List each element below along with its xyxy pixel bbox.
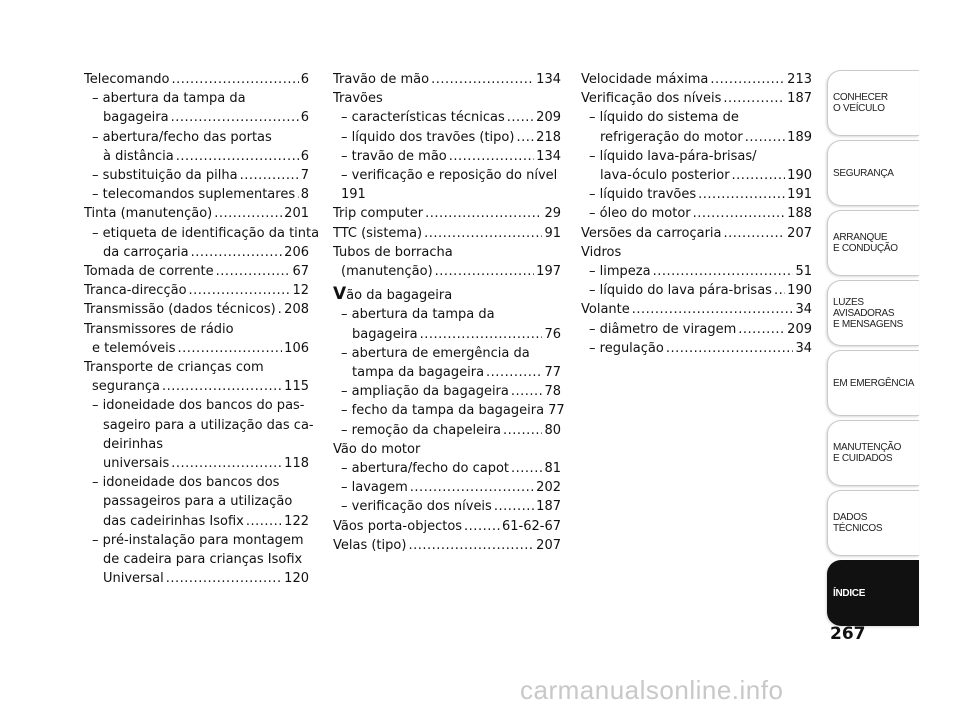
index-entry [84,512,309,531]
entry-page: 208 [284,302,309,318]
entry-page: 34 [795,340,812,356]
index-entry [581,89,812,108]
dot-leader [297,185,299,204]
entry-page: 6 [300,148,309,164]
dot-leader [738,320,785,339]
entry-page: 77 [548,403,565,419]
dot-leader [724,224,786,243]
entry-text: bagageira [352,326,418,342]
index-entry [84,185,309,204]
dot-leader [486,363,542,382]
entry-text: tampa da bagageira [352,365,485,381]
dot-leader [732,166,786,185]
index-entry [333,497,561,516]
dot-leader [745,128,785,147]
dot-leader [632,300,794,319]
tab-label: CONHECER O VEÍCULO [833,92,888,114]
dot-leader [698,185,785,204]
entry-text: bagageira [103,110,169,126]
index-entry [581,166,812,185]
index-entry [84,108,309,127]
index-entry: – líquido lava-pára-brisas/ [589,148,757,164]
dot-leader [166,569,282,588]
index-entry [333,382,561,401]
entry-text: – remoção da chapeleira [341,422,501,438]
index-entry [333,536,561,555]
entry-text: – telecomandos suplementares [92,187,296,203]
tab-5[interactable] [827,420,919,486]
entry-text: Travão de mão [333,72,430,87]
dot-leader [710,70,785,89]
entry-page: 76 [544,326,561,342]
dot-leader [410,478,534,497]
entry-page: 187 [787,91,812,107]
index-entry [84,569,309,588]
dot-leader [420,325,543,344]
entry-page: 207 [536,537,561,553]
entry-page: 81 [544,461,561,477]
entry-text: – líquido travões [589,187,697,203]
entry-text: TTC (sistema) [333,225,423,241]
dot-leader [176,147,299,166]
dot-leader [408,536,534,555]
dot-leader [424,224,542,243]
entry-text: – abertura/fecho do capot [341,461,510,477]
index-entry [581,320,812,339]
entry-page: 122 [284,513,309,529]
dot-leader [189,281,291,300]
index-entry: Transmissores de rádio [84,321,234,337]
entry-text: Velas (tipo) [333,537,407,553]
entry-page: 191 [787,187,812,203]
entry-page: 213 [787,72,812,87]
index-entry [333,325,561,344]
entry-text: – regulação [589,340,664,356]
entry-text: Trip computer [333,206,424,222]
entry-page: 6 [300,110,309,126]
index-entry [333,70,561,89]
entry-page: 115 [284,379,309,395]
entry-page: 67 [292,264,309,280]
index-entry [333,204,561,223]
entry-page: 134 [536,72,561,87]
index-entry: Tubos de borracha [333,244,453,260]
entry-text: e telemóveis [92,340,176,356]
entry-page: 34 [795,302,812,318]
index-entry: – abertura de emergência da [341,345,530,361]
index-entry [84,454,309,473]
dot-leader [425,204,542,223]
dot-leader [774,281,785,300]
entry-text: – características técnicas [341,110,505,126]
dot-leader [449,147,534,166]
entry-page: 118 [284,456,309,472]
dot-leader [507,108,534,127]
index-entry [333,421,561,440]
entry-page: 8 [300,187,309,203]
entry-page: 197 [536,264,561,280]
entry-page: 61-62-67 [501,518,561,534]
entry-text: Transmissão (dados técnicos) [84,302,276,318]
index-column-1 [84,70,320,588]
index-entry: – abertura/fecho das portas [92,129,272,145]
tab-7[interactable] [827,560,919,626]
entry-text: lava-óculo posterior [600,168,730,184]
entry-page: 6 [300,72,309,87]
tab-label: MANUTENÇÃO E CUIDADOS [833,442,902,464]
index-entry [333,224,561,243]
index-entry [84,377,309,396]
index-entry: – pré-instalação para montagem [92,532,304,548]
entry-text: – travão de mão [341,148,447,164]
index-entry [581,185,812,204]
tab-label: EM EMERGÊNCIA [833,377,915,389]
index-entry: – idoneidade dos bancos do pas- [92,398,305,414]
entry-page: 7 [300,168,309,184]
tab-2[interactable] [827,210,919,276]
entry-text: universais [103,456,170,472]
index-entry: passageiros para a utilização [103,494,293,510]
entry-page: 190 [787,283,812,299]
page-number: 267 [830,624,866,644]
dot-leader [214,204,282,223]
entry-text: Versões da carroçaria [581,225,722,241]
entry-page: 106 [284,340,309,356]
index-entry [84,166,309,185]
entry-page: 201 [284,206,309,222]
entry-text: – lavagem [341,480,408,496]
index-entry: – verificação e reposição do nível [341,168,558,184]
index-entry [581,300,812,319]
tab-label: SEGURANÇA [833,167,894,179]
entry-page: 206 [284,244,309,260]
watermark: carmanualsonline.info [520,675,784,705]
index-entry: Vão do motor [333,441,421,457]
index-entry: – abertura da tampa da [92,91,246,107]
dot-leader [693,204,786,223]
entry-text: Tranca-direcção [84,283,187,299]
entry-page: 80 [544,422,561,438]
entry-page: 12 [292,283,309,299]
index-entry [333,363,561,382]
index-entry [333,262,561,281]
entry-page: 77 [544,365,561,381]
entry-text: Velocidade máxima [581,72,709,87]
entry-page: 209 [787,321,812,337]
entry-text: Verificação dos níveis [581,91,722,107]
entry-page: 209 [536,110,561,126]
dot-leader [511,382,543,401]
dot-leader [278,300,283,319]
dot-leader [464,517,500,536]
entry-text: – verificação dos níveis [341,499,492,515]
index-entry [581,128,812,147]
index-entry [581,339,812,358]
entry-text: – líquido dos travões (tipo) [341,129,515,145]
tab-4[interactable] [827,350,919,416]
tab-1[interactable] [827,140,919,206]
entry-text: – limpeza [589,264,651,280]
index-entry [581,70,812,89]
dot-leader [653,262,794,281]
dot-leader [435,262,535,281]
tab-label: ARRANQUE E CONDUÇÃO [833,232,898,254]
index-entry [84,339,309,358]
index-entry [581,281,812,300]
index-entry [84,262,309,281]
entry-text: Tomada de corrente [84,264,214,280]
entry-page: 207 [787,225,812,241]
entry-text: das cadeirinhas Isofix [103,513,244,529]
tab-label: LUZES AVISADORAS E MENSAGENS [833,296,904,330]
index-entry [84,147,309,166]
index-entry [84,300,309,319]
index-entry [84,70,309,89]
entry-text: da carroçaria [103,244,189,260]
index-entry: sageiro para a utilização das ca- [103,417,314,433]
index-entry: 191 [341,187,366,203]
dot-leader [191,243,283,262]
index-entry [84,243,309,262]
index-entry [581,204,812,223]
entry-text: – ampliação da bagageira [341,384,509,400]
entry-text: Vãos porta-objectos [333,518,463,534]
dot-leader [216,262,291,281]
dot-leader [240,166,299,185]
entry-page: 218 [536,129,561,145]
index-entry [333,128,561,147]
dot-leader [431,70,534,89]
entry-text-big-initial: Vão da bagageira [333,284,453,305]
index-entry [333,285,561,305]
index-entry [333,478,561,497]
dot-leader [666,339,794,358]
entry-text: – substituição da pilha [92,168,238,184]
entry-text: – fecho da tampa da bagageira [341,403,545,419]
index-entry [581,224,812,243]
dot-leader [246,512,282,531]
index-entry [333,517,561,536]
dot-leader [494,497,534,516]
index-entry [333,459,561,478]
entry-text: – óleo do motor [589,206,691,222]
index-entry: de cadeira para crianças Isofix [103,552,303,568]
dot-leader [171,108,299,127]
index-entry: Travões [333,91,383,107]
tab-label: ÍNDICE [833,587,866,599]
tab-label: DADOS TÉCNICOS [833,512,883,534]
tab-3[interactable] [827,280,919,346]
entry-text: Telecomando [84,72,170,87]
tab-0[interactable] [827,70,919,136]
dot-leader [511,459,542,478]
index-entry [581,262,812,281]
index-entry [84,281,309,300]
index-entry: Transporte de crianças com [84,360,264,376]
entry-page: 51 [795,264,812,280]
index-entry: – líquido do sistema de [589,110,739,126]
index-entry [333,108,561,127]
dot-leader [503,421,542,440]
index-entry: deirinhas [103,436,164,452]
dot-leader [171,454,282,473]
entry-page: 187 [536,499,561,515]
index-entry: Vidros [581,244,622,260]
index-entry: – idoneidade dos bancos dos [92,475,280,491]
entry-page: 78 [544,384,561,400]
index-entry: – abertura da tampa da [341,307,495,323]
entry-page: 134 [536,148,561,164]
index-entry: – etiqueta de identificação da tinta [92,225,320,241]
entry-page: 120 [284,571,309,587]
entry-page: 29 [544,206,561,222]
section-tabs [827,70,919,630]
index-entry [84,204,309,223]
index-column-3 [581,70,812,358]
entry-text: segurança [92,379,160,395]
entry-text: Volante [581,302,630,318]
entry-text: refrigeração do motor [600,129,743,145]
entry-page: 188 [787,206,812,222]
dot-leader [516,128,534,147]
entry-page: 202 [536,480,561,496]
entry-text: (manutenção) [341,264,433,280]
entry-text: – diâmetro de viragem [589,321,737,337]
entry-text: – líquido do lava pára-brisas [589,283,772,299]
entry-page: 189 [787,129,812,145]
dot-leader [162,377,282,396]
entry-page: 91 [544,225,561,241]
dot-leader [723,89,785,108]
dot-leader [172,70,299,89]
index-entry [333,147,561,166]
tab-6[interactable] [827,490,919,556]
dot-leader [178,339,283,358]
entry-page: 190 [787,168,812,184]
entry-text: Universal [103,571,164,587]
index-column-2 [333,70,565,555]
entry-text: Tinta (manutenção) [84,206,213,222]
entry-text: à distância [103,148,174,164]
index-entry [333,401,565,420]
